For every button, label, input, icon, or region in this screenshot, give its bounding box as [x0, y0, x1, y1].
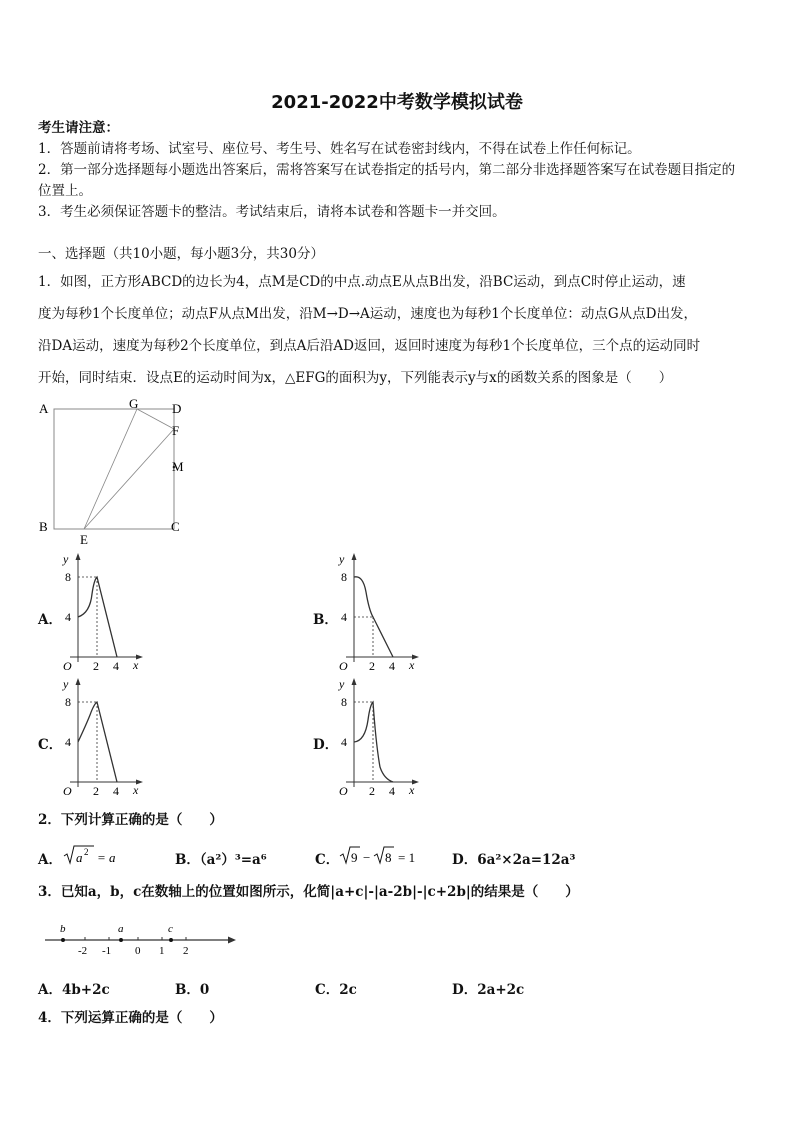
graph-c-tick-x2: 2 [93, 784, 99, 798]
graph-d-tick-8: 8 [341, 695, 347, 709]
svg-text:9: 9 [351, 850, 358, 865]
graph-a-origin: O [63, 659, 72, 673]
graph-b-tick-4: 4 [341, 610, 347, 624]
q1-option-a-label: A． [38, 612, 62, 628]
q3-stem: 3．已知a，b，c在数轴上的位置如图所示，化简|a+c|-|a-2b|-|c+2b|的结果是（ ） [38, 884, 579, 900]
notice-heading: 考生请注意： [38, 120, 119, 136]
graph-option-c [60, 675, 145, 800]
q2-option-b: B．（a²）³=a⁶ [175, 852, 267, 868]
q2-option-c-label: C． [315, 852, 340, 868]
graph-a-y-label: y [63, 552, 69, 566]
svg-text:a: a [76, 850, 83, 865]
q1-option-d-label: D． [313, 737, 339, 753]
graph-b-y-label: y [339, 552, 345, 566]
graph-c-x-label: x [133, 783, 139, 797]
q2-option-a-eq: = a [97, 850, 116, 865]
q3-option-d: D．2a+2c [452, 982, 525, 998]
section-heading: 一、选择题（共10小题，每小题3分，共30分） [38, 246, 324, 262]
graph-d-x-label: x [409, 783, 415, 797]
q1-line-4: 开始，同时结束．设点E的运动时间为x，△EFG的面积为y，下列能表示y与x的函数关系的图象是（ ） [38, 370, 673, 386]
axis-label-b: b [60, 923, 66, 935]
q3-option-a: A．4b+2c [38, 982, 110, 998]
q2-option-a-formula [62, 843, 122, 867]
graph-b-tick-8: 8 [341, 570, 347, 584]
q2-stem: 2．下列计算正确的是（ ） [38, 812, 223, 828]
point-b [61, 938, 65, 942]
square-abcd [54, 409, 174, 529]
graph-option-b [336, 550, 421, 675]
tick-neg1: -1 [102, 945, 112, 957]
graph-c-tick-x4: 4 [113, 784, 119, 798]
axis-label-c: c [168, 923, 173, 935]
tick-0: 0 [135, 945, 141, 957]
axis-label-a: a [118, 923, 124, 935]
q1-option-b-label: B． [313, 612, 338, 628]
graph-b-tick-x2: 2 [369, 659, 375, 673]
q2-option-a-label: A． [38, 852, 62, 868]
notice-item-2: 2．第一部分选择题每小题选出答案后，需将答案写在试卷指定的括号内，第二部分非选择题答案写在试卷题目指定的 [38, 162, 736, 178]
graph-option-a [60, 550, 145, 675]
q1-line-2: 度为每秒1个长度单位；动点F从点M出发，沿M→D→A运动，速度也为每秒1个长度单位：动点G从点D出发， [38, 306, 697, 322]
graph-d-tick-4: 4 [341, 735, 347, 749]
graph-c-tick-4: 4 [65, 735, 71, 749]
svg-text:8: 8 [385, 850, 392, 865]
number-line [40, 918, 240, 962]
graph-c-origin: O [63, 784, 72, 798]
graph-d-origin: O [339, 784, 348, 798]
graph-c-tick-8: 8 [65, 695, 71, 709]
label-f: F [172, 423, 180, 438]
label-a: A [39, 401, 49, 416]
label-d: D [172, 401, 182, 416]
tick-neg2: -2 [78, 945, 88, 957]
graph-d-tick-x2: 2 [369, 784, 375, 798]
q2-option-d: D．6a²×2a=12a³ [452, 852, 576, 868]
segment-gf [137, 409, 174, 429]
q1-line-1: 1．如图，正方形ABCD的边长为4，点M是CD的中点.动点E从点B出发，沿BC运动，到点C时停止运动，速 [38, 274, 686, 290]
label-c: C [171, 519, 180, 534]
notice-item-3: 3．考生必须保证答题卡的整洁。考试结束后，请将本试卷和答题卡一并交回。 [38, 204, 506, 220]
point-c [169, 938, 173, 942]
graph-a-curve [78, 577, 117, 657]
svg-text:2: 2 [84, 847, 89, 857]
q3-option-c: C．2c [315, 982, 357, 998]
label-g: G [129, 396, 139, 411]
q2-option-c-eq: = 1 [398, 850, 416, 865]
graph-option-d [336, 675, 421, 800]
graph-d-y-label: y [339, 677, 345, 691]
graph-b-tick-x4: 4 [389, 659, 395, 673]
graph-d-curve [354, 702, 393, 782]
graph-a-tick-x2: 2 [93, 659, 99, 673]
tick-2: 2 [183, 945, 189, 957]
segment-ef [84, 429, 174, 529]
graph-d-tick-x4: 4 [389, 784, 395, 798]
q1-option-c-label: C． [38, 737, 63, 753]
label-e: E [80, 532, 88, 547]
graph-a-tick-8: 8 [65, 570, 71, 584]
q2-option-c-formula [338, 843, 423, 867]
graph-a-x-label: x [133, 658, 139, 672]
q4-stem: 4．下列运算正确的是（ ） [38, 1010, 223, 1026]
segment-eg [84, 409, 137, 529]
paper-title: 2021-2022中考数学模拟试卷 [271, 92, 523, 113]
label-m: M [172, 459, 184, 474]
graph-b-x-label: x [409, 658, 415, 672]
point-a [119, 938, 123, 942]
q2-option-c-minus: − [363, 850, 371, 865]
graph-c-curve [78, 702, 117, 782]
notice-item-1: 1．答题前请将考场、试室号、座位号、考生号、姓名写在试卷密封线内，不得在试卷上作任何标记。 [38, 141, 641, 157]
graph-c-y-label: y [63, 677, 69, 691]
q1-line-3: 沿DA运动，速度为每秒2个长度单位，到点A后沿AD返回，返回时速度为每秒1个长度单位，三个点的运动同时 [38, 338, 701, 354]
notice-item-2-cont: 位置上。 [38, 183, 92, 199]
graph-b-origin: O [339, 659, 348, 673]
label-b: B [39, 519, 48, 534]
graph-a-tick-x4: 4 [113, 659, 119, 673]
q3-option-b: B．0 [175, 982, 210, 998]
square-figure [30, 395, 200, 550]
graph-a-tick-4: 4 [65, 610, 71, 624]
tick-1: 1 [159, 945, 165, 957]
